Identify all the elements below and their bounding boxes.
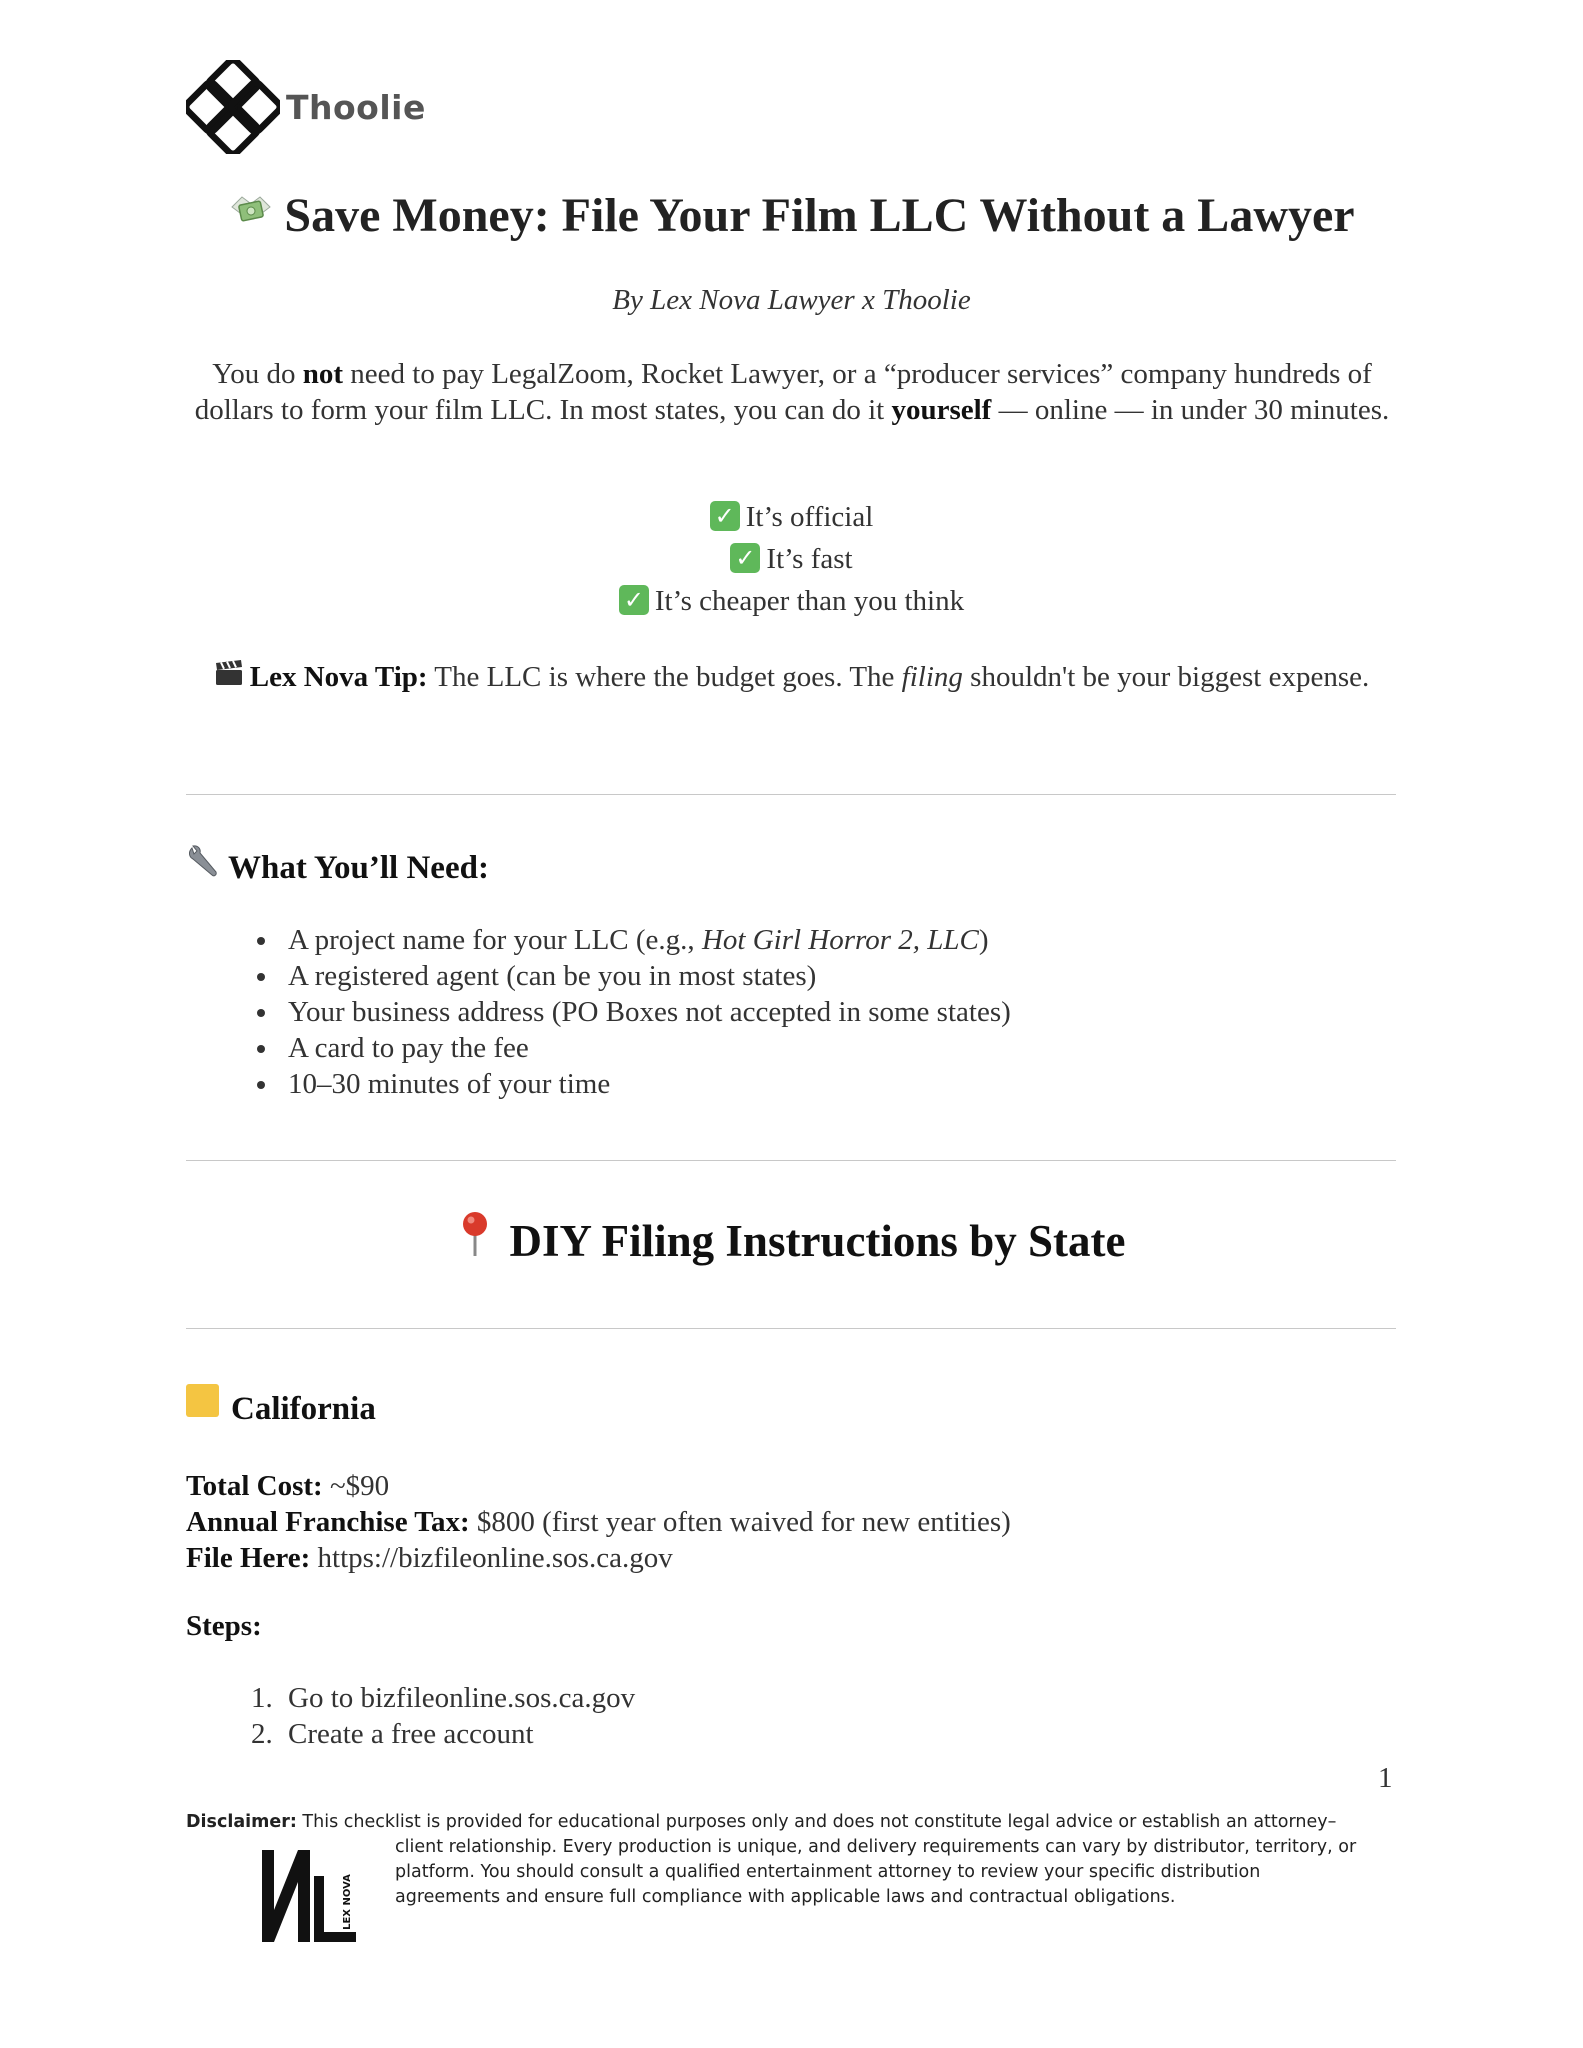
diy-heading [0,1210,1583,1267]
thoolie-logo-icon [186,60,280,154]
check-mark-icon: ✓ [710,501,740,531]
yellow-square-icon [186,1384,219,1417]
page-title [0,188,1583,243]
benefit-checklist [0,496,1583,622]
needs-list [230,922,1011,1102]
brand-logo [186,60,426,154]
intro-bold-yourself: yourself [891,394,992,426]
byline: By Lex Nova Lawyer x Thoolie [612,284,971,316]
divider [186,1328,1396,1329]
clapper-board-icon [214,659,244,687]
tip-emphasis: filing [901,661,963,693]
needs-heading-text: What You’ll Need: [228,850,489,886]
lex-nova-tip [200,658,1383,696]
check-item-label: It’s fast [766,543,853,575]
california-facts [186,1468,1011,1576]
step-item: 1. Go to bizfileonline.sos.ca.gov [280,1680,635,1716]
intro-text-2: need to pay LegalZoom, Rocket Lawyer, or a “producer services” company hundreds of dollars to form your film LLC. In most states, you can do it [194,358,1372,426]
state-heading-text: California [231,1391,376,1427]
check-item-label: It’s cheaper than you think [654,585,965,617]
check-item-label: It’s official [745,501,874,533]
brand-name: Thoolie [286,87,426,127]
steps-heading: Steps: [186,1610,262,1642]
check-mark-icon: ✓ [730,543,760,573]
fact-value: $800 (first year often waived for new entities) [469,1506,1011,1538]
tip-label: Lex Nova Tip: [249,661,428,693]
list-item-text: ) [978,924,989,956]
intro-paragraph [188,356,1396,428]
disclaimer-label: Disclaimer: [186,1812,297,1832]
fact-label: Total Cost: [186,1470,323,1502]
fact-label: File Here: [186,1542,311,1574]
fact-value: ~$90 [322,1470,390,1502]
disclaimer-text-rest: client relationship. Every production is unique, and delivery requirements can vary by distributor, territory, or platform. You should consult a qualified entertainment attorney to review your specific distribution agreements and ensure full compliance with applicable laws and contractual obligations. [395,1837,1357,1907]
wrench-icon [186,844,220,878]
check-mark-icon: ✓ [619,585,649,615]
intro-bold-not: not [302,358,344,390]
lex-nova-logo-icon [258,1846,368,1956]
round-pushpin-icon [458,1210,492,1258]
fact-file-here [186,1540,1011,1576]
list-item [280,922,1011,958]
fact-total-cost [186,1468,1011,1504]
intro-text-3: — online — in under 30 minutes. [991,394,1390,426]
check-item [0,538,1583,580]
divider [186,794,1396,795]
list-item: • Your business address (PO Boxes not accepted in some states) [280,994,1011,1030]
check-item [0,580,1583,622]
diy-heading-text: DIY Filing Instructions by State [509,1216,1126,1266]
list-item-text: A project name for your LLC (e.g., [288,924,702,956]
needs-heading [186,844,489,887]
tip-text-2: shouldn't be your biggest expense. [962,661,1370,693]
page-number: 1 [1378,1762,1393,1794]
fact-label: Annual Franchise Tax: [186,1506,470,1538]
list-item-example: Hot Girl Horror 2, LLC [701,924,979,956]
disclaimer-text: This checklist is provided for educational purposes only and does not constitute legal advice or establish an attorney– [296,1812,1337,1832]
page-title-text: Save Money: File Your Film LLC Without a Lawyer [284,189,1355,242]
fact-value: https://bizfileonline.sos.ca.gov [310,1542,673,1574]
tip-text-1: The LLC is where the budget goes. The [427,661,902,693]
step-item: 2. Create a free account [280,1716,635,1752]
list-item: • A card to pay the fee [280,1030,1011,1066]
intro-text-1: You do [212,358,303,390]
state-heading-california [186,1384,376,1428]
money-with-wings-icon [228,189,274,229]
list-item: • A registered agent (can be you in most states) [280,958,1011,994]
steps-list [230,1680,635,1752]
svg-text:LEX NOVA: LEX NOVA [342,1874,353,1930]
check-item [0,496,1583,538]
list-item: • 10–30 minutes of your time [280,1066,1011,1102]
divider [186,1160,1396,1161]
fact-franchise-tax [186,1504,1011,1540]
